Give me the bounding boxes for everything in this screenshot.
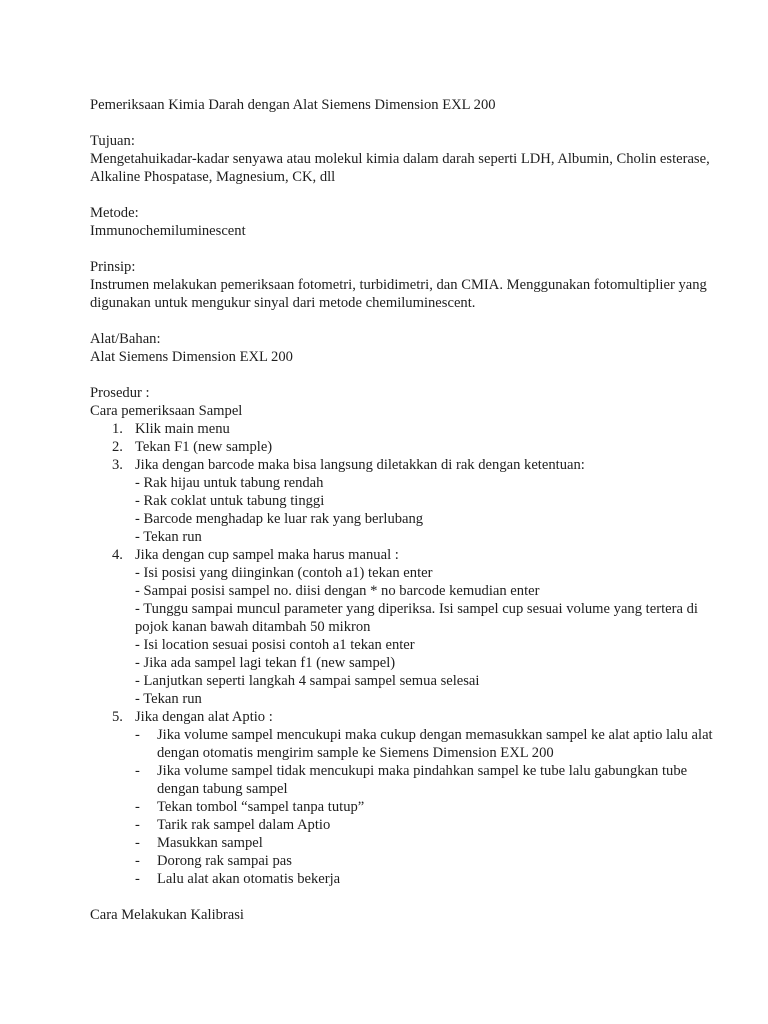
substep-item: - Lanjutkan seperti langkah 4 sampai sampel semua selesai xyxy=(135,673,480,689)
procedure-step xyxy=(90,456,730,546)
prinsip-text: Instrumen melakukan pemeriksaan fotometri, turbidimetri, dan CMIA. Menggunakan fotomultiplier yang digunakan untuk mengukur sinyal dari metode chemiluminescent. xyxy=(90,277,707,311)
substep-item: - Barcode menghadap ke luar rak yang berlubang xyxy=(135,511,424,527)
prosedur-heading: Prosedur : xyxy=(90,385,150,401)
substep-item: - Tunggu sampai muncul parameter yang diperiksa. Isi sampel cup sesuai volume yang tertera di pojok kanan bawah ditambah 50 mikron xyxy=(135,601,698,635)
dash-item-text: Masukkan sampel xyxy=(157,835,263,851)
alat-text: Alat Siemens Dimension EXL 200 xyxy=(90,349,293,365)
section-prinsip xyxy=(90,258,730,312)
substep-item: - Isi location sesuai posisi contoh a1 tekan enter xyxy=(135,637,415,653)
dash-item-text: Dorong rak sampai pas xyxy=(157,853,292,869)
substep-item: - Rak coklat untuk tabung tinggi xyxy=(135,493,325,509)
procedure-step xyxy=(90,708,730,888)
procedure-step xyxy=(90,546,730,708)
dash-bullet: - xyxy=(135,835,140,851)
step-number: 2. xyxy=(112,439,123,455)
section-alat xyxy=(90,330,730,366)
step-text: Tekan F1 (new sample) xyxy=(135,439,273,455)
dash-bullet: - xyxy=(135,799,140,815)
substep-item: - Tekan run xyxy=(135,691,202,707)
procedure-step xyxy=(90,438,730,456)
dash-item-text: Tekan tombol “sampel tanpa tutup” xyxy=(157,799,365,815)
prinsip-heading: Prinsip: xyxy=(90,259,136,275)
step-number: 5. xyxy=(112,709,123,725)
document-title: Pemeriksaan Kimia Darah dengan Alat Siemens Dimension EXL 200 xyxy=(90,97,496,113)
procedure-steps xyxy=(90,420,730,888)
dash-item xyxy=(135,798,730,816)
dash-item xyxy=(135,816,730,834)
step-text: Jika dengan cup sampel maka harus manual : xyxy=(135,547,399,563)
dash-item xyxy=(135,834,730,852)
document-page xyxy=(90,96,730,939)
substep-item: - Tekan run xyxy=(135,529,202,545)
substep-item: - Jika ada sampel lagi tekan f1 (new sampel) xyxy=(135,655,396,671)
step-number: 4. xyxy=(112,547,123,563)
metode-text: Immunochemiluminescent xyxy=(90,223,246,239)
step-substeps xyxy=(135,564,730,708)
dash-item-text: Jika volume sampel mencukupi maka cukup dengan memasukkan sampel ke alat aptio lalu alat dengan otomatis mengirim sample ke Siemens Dimension EXL 200 xyxy=(157,727,713,761)
tujuan-heading: Tujuan: xyxy=(90,133,135,149)
dash-item-text: Lalu alat akan otomatis bekerja xyxy=(157,871,341,887)
dash-bullet: - xyxy=(135,853,140,869)
prosedur-subheading: Cara pemeriksaan Sampel xyxy=(90,403,243,419)
step-text: Jika dengan alat Aptio : xyxy=(135,709,273,725)
closing-heading: Cara Melakukan Kalibrasi xyxy=(90,907,244,923)
step-dash-list xyxy=(135,726,730,888)
dash-bullet: - xyxy=(135,727,140,743)
substep-item: - Isi posisi yang diinginkan (contoh a1) tekan enter xyxy=(135,565,433,581)
step-number: 1. xyxy=(112,421,123,437)
dash-item xyxy=(135,870,730,888)
substep-item: - Sampai posisi sampel no. diisi dengan * no barcode kemudian enter xyxy=(135,583,540,599)
dash-item xyxy=(135,852,730,870)
dash-item-text: Tarik rak sampel dalam Aptio xyxy=(157,817,331,833)
dash-item xyxy=(135,762,730,798)
dash-bullet: - xyxy=(135,763,140,779)
step-substeps xyxy=(135,474,730,546)
dash-bullet: - xyxy=(135,817,140,833)
tujuan-text: Mengetahuikadar-kadar senyawa atau molekul kimia dalam darah seperti LDH, Albumin, Cholin esterase, Alkaline Phospatase, Magnesium, CK, dll xyxy=(90,151,710,185)
section-prosedur xyxy=(90,384,730,888)
section-tujuan xyxy=(90,132,730,186)
metode-heading: Metode: xyxy=(90,205,139,221)
dash-item-text: Jika volume sampel tidak mencukupi maka pindahkan sampel ke tube lalu gabungkan tube dengan tabung sampel xyxy=(157,763,688,797)
procedure-step xyxy=(90,420,730,438)
step-number: 3. xyxy=(112,457,123,473)
dash-item xyxy=(135,726,730,762)
section-metode xyxy=(90,204,730,240)
dash-bullet: - xyxy=(135,871,140,887)
alat-heading: Alat/Bahan: xyxy=(90,331,161,347)
step-text: Jika dengan barcode maka bisa langsung diletakkan di rak dengan ketentuan: xyxy=(135,457,585,473)
substep-item: - Rak hijau untuk tabung rendah xyxy=(135,475,324,491)
step-text: Klik main menu xyxy=(135,421,230,437)
